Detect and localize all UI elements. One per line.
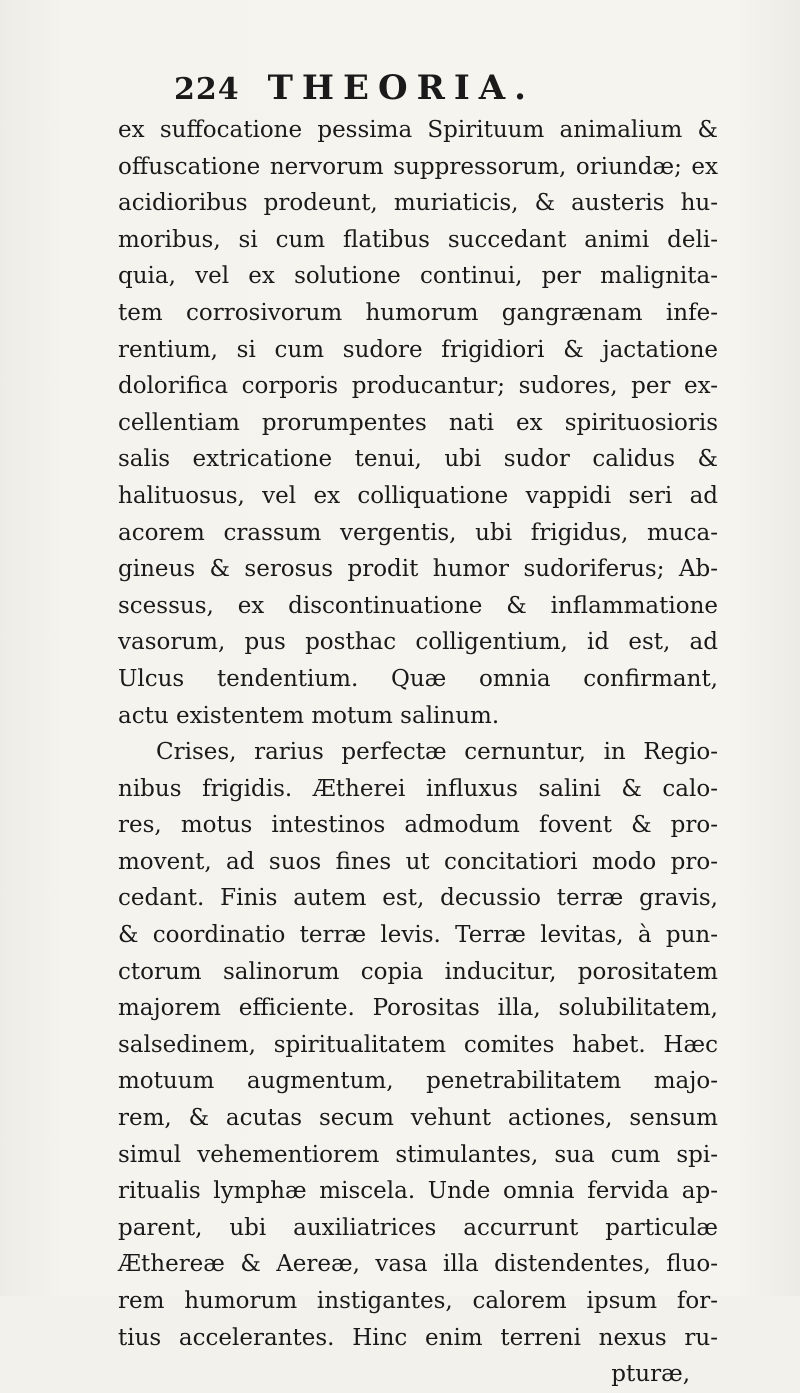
text-line: quia, vel ex solutione continui, per malignita-	[118, 263, 718, 290]
text-line: tius accelerantes. Hinc enim terreni nexus ru-	[118, 1324, 718, 1351]
text-line: simul vehementiorem stimulantes, sua cum spi-	[118, 1141, 718, 1168]
text-line: cellentiam prorumpentes nati ex spirituosioris	[118, 409, 718, 436]
page-header	[174, 68, 535, 112]
text-line: rem humorum instigantes, calorem ipsum for-	[118, 1288, 718, 1314]
text-line: moribus, si cum flatibus succedant animi deli-	[118, 226, 718, 253]
text-line: offuscatione nervorum suppressorum, oriundæ; ex	[118, 153, 718, 180]
text-line: majorem efficiente. Porositas illa, solubilitatem,	[118, 995, 718, 1022]
text-line: parent, ubi auxiliatrices accurrunt particulæ	[118, 1214, 718, 1241]
text-line: cedant. Finis autem est, decussio terræ gravis,	[118, 885, 718, 912]
text-line: res, motus intestinos admodum fovent & pro-	[118, 812, 718, 839]
text-line: rem, & acutas secum vehunt actiones, sensum	[118, 1105, 718, 1132]
text-line: ritualis lymphæ miscela. Unde omnia fervida ap-	[118, 1178, 718, 1205]
text-line: acidioribus prodeunt, muriaticis, & austeris hu-	[118, 190, 718, 217]
text-line: gineus & serosus prodit humor sudoriferus; Ab-	[118, 556, 718, 583]
text-line: ex suffocatione pessima Spirituum animalium &	[118, 117, 718, 143]
text-line-paragraph-end: actu existentem motum salinum.	[118, 702, 500, 729]
text-line: dolorifica corporis producantur; sudores, per ex-	[118, 373, 718, 400]
text-line: acorem crassum vergentis, ubi frigidus, muca-	[118, 519, 718, 546]
text-line: Ulcus tendentium. Quæ omnia confirmant,	[118, 665, 718, 692]
text-line: rentium, si cum sudore frigidiori & jactatione	[118, 336, 718, 363]
text-line: & coordinatio terræ levis. Terræ levitas, à pun-	[118, 922, 718, 949]
body-text	[118, 112, 718, 1393]
text-line: Æthereæ & Aereæ, vasa illa distendentes, fluo-	[118, 1251, 718, 1278]
text-line-paragraph-start: Crises, rarius perfectæ cernuntur, in Regio-	[156, 739, 718, 766]
running-title: THEORIA.	[267, 68, 535, 108]
text-line: scessus, ex discontinuatione & inflammatione	[118, 592, 718, 619]
text-line: halituosus, vel ex colliquatione vappidi seri ad	[118, 482, 718, 509]
text-line: tem corrosivorum humorum gangrænam infe-	[118, 299, 718, 326]
text-line: salsedinem, spiritualitatem comites habet. Hæc	[118, 1031, 718, 1058]
text-line: nibus frigidis. Ætherei influxus salini & calo-	[118, 775, 718, 802]
catchword: pturæ,	[611, 1361, 690, 1388]
text-line: salis extricatione tenui, ubi sudor calidus &	[118, 446, 718, 473]
text-line: movent, ad suos fines ut concitatiori modo pro-	[118, 848, 718, 875]
text-line: ctorum salinorum copia inducitur, porositatem	[118, 958, 718, 985]
page-number: 224	[174, 72, 240, 107]
text-line: vasorum, pus posthac colligentium, id est, ad	[118, 629, 718, 656]
text-line: motuum augmentum, penetrabilitatem majo-	[118, 1068, 718, 1095]
